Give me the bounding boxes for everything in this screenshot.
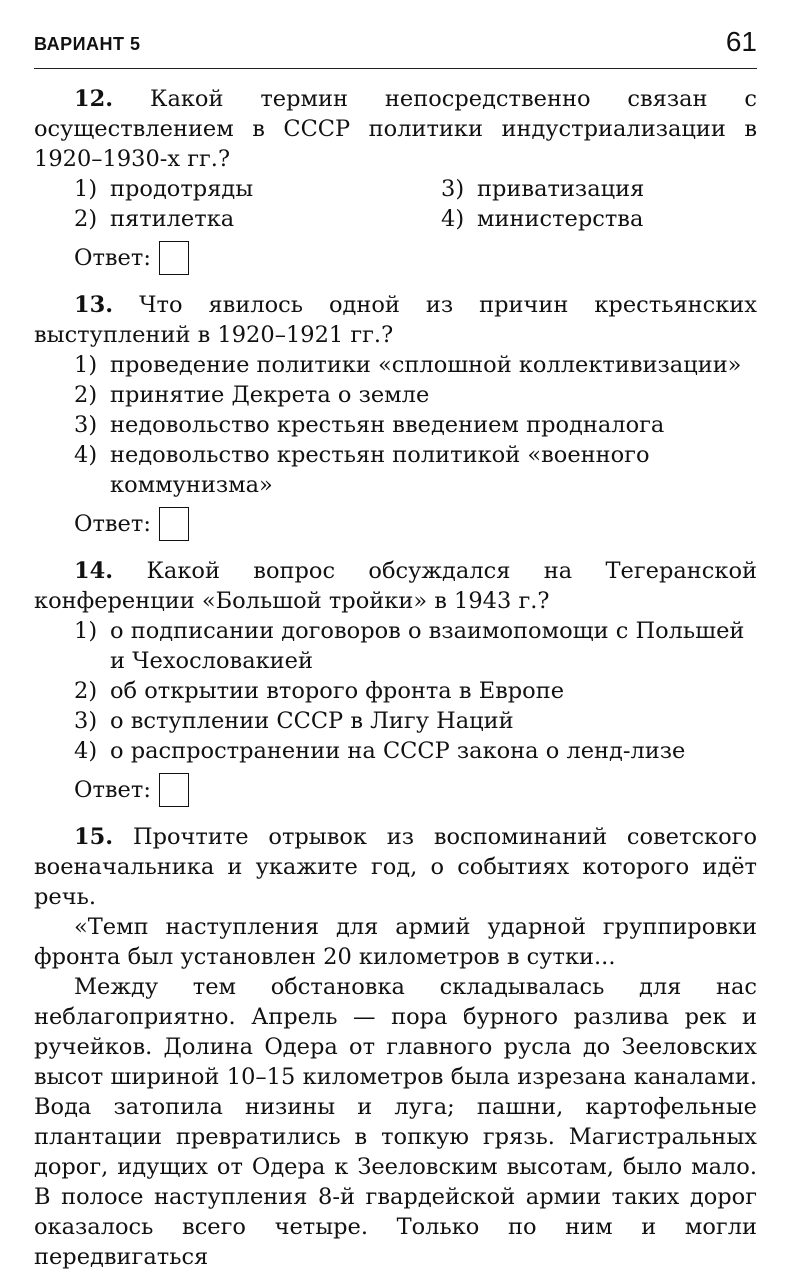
option-text: принятие Декрета о земле [110, 382, 430, 408]
option-text: министерства [477, 206, 644, 232]
option [74, 706, 757, 736]
option-number: 2) [74, 382, 98, 408]
quote-passage-body: Между тем обстановка складывалась для нас неблагоприятно. Апрель — пора бурного разлива рек и ручейков. Долина Одера от главного русла до Зееловских высот шириной 10–15 километров была изрезана каналами. Вода затопила низины и луга; пашни, картофельные плантации превратились в топкую грязь. Магистральных дорог, идущих от Одера к Зееловским высотам, было мало. В полосе наступления 8-й гвардейской армии таких дорог оказалось всего четыре. Только по ним и могли передвигаться [34, 974, 757, 1270]
option-text: продотряды [110, 176, 254, 202]
questions-body [34, 84, 757, 1272]
question-text: Какой термин непосредственно связан с осуществлением в СССР политики индустриализации в 1920–1930-х гг.? [34, 86, 758, 172]
option [74, 676, 757, 706]
answer-box-14[interactable] [159, 773, 189, 807]
question-12-options [74, 174, 757, 234]
answer-label: Ответ: [74, 777, 151, 803]
answer-row-13 [74, 506, 757, 542]
option [74, 616, 757, 676]
option-text: об открытии второго фронта в Европе [110, 678, 565, 704]
option-text: недовольство крестьян введением продналога [110, 412, 665, 438]
variant-title: ВАРИАНТ 5 [34, 34, 141, 54]
question-number: 15. [74, 824, 114, 850]
question-12 [34, 84, 757, 174]
answer-box-12[interactable] [159, 241, 189, 275]
question-text: Прочтите отрывок из воспоминаний советского военачальника и укажите год, о событиях которого идёт речь. [34, 824, 757, 910]
question-number: 12. [74, 86, 114, 112]
option [74, 380, 757, 410]
question-13-options [74, 350, 757, 500]
question-13 [34, 290, 757, 350]
question-text: Какой вопрос обсуждался на Тегеранской конференции «Большой тройки» в 1943 г.? [34, 558, 757, 614]
option-text: о распространении на СССР закона о ленд-лизе [110, 738, 686, 764]
option [74, 174, 441, 204]
option [74, 350, 757, 380]
question-text: Что явилось одной из причин крестьянских выступлений в 1920–1921 гг.? [34, 292, 757, 348]
option [74, 736, 757, 766]
option-number: 4) [441, 206, 465, 232]
option [441, 204, 757, 234]
question-15 [34, 822, 757, 912]
option-text: о вступлении СССР в Лигу Наций [110, 708, 514, 734]
option-number: 1) [74, 176, 98, 202]
option [74, 204, 441, 234]
option-text: проведение политики «сплошной коллективизации» [110, 352, 742, 378]
option-number: 2) [74, 206, 98, 232]
option-number: 2) [74, 678, 98, 704]
answer-row-14 [74, 772, 757, 808]
answer-box-13[interactable] [159, 507, 189, 541]
option-text: пятилетка [110, 206, 235, 232]
option-text: приватизация [477, 176, 645, 202]
option-number: 1) [74, 352, 98, 378]
option [441, 174, 757, 204]
answer-label: Ответ: [74, 245, 151, 271]
option-number: 1) [74, 618, 98, 644]
option-text: недовольство крестьян политикой «военного коммунизма» [110, 442, 650, 498]
answer-row-12 [74, 240, 757, 276]
question-14-options [74, 616, 757, 766]
quote-passage-intro: «Темп наступления для армий ударной группировки фронта был установлен 20 километров в сутки... [34, 914, 757, 970]
question-number: 14. [74, 558, 114, 584]
option-number: 3) [74, 708, 98, 734]
option-number: 3) [441, 176, 465, 202]
question-14 [34, 556, 757, 616]
option [74, 410, 757, 440]
option-text: о подписании договоров о взаимопомощи с Польшей и Чехословакией [110, 618, 745, 674]
page-number: 61 [725, 26, 757, 57]
page-header [34, 24, 757, 64]
option-number: 4) [74, 738, 98, 764]
option [74, 440, 757, 500]
answer-label: Ответ: [74, 511, 151, 537]
option-number: 4) [74, 442, 98, 468]
header-divider [34, 68, 757, 69]
option-number: 3) [74, 412, 98, 438]
question-number: 13. [74, 292, 114, 318]
